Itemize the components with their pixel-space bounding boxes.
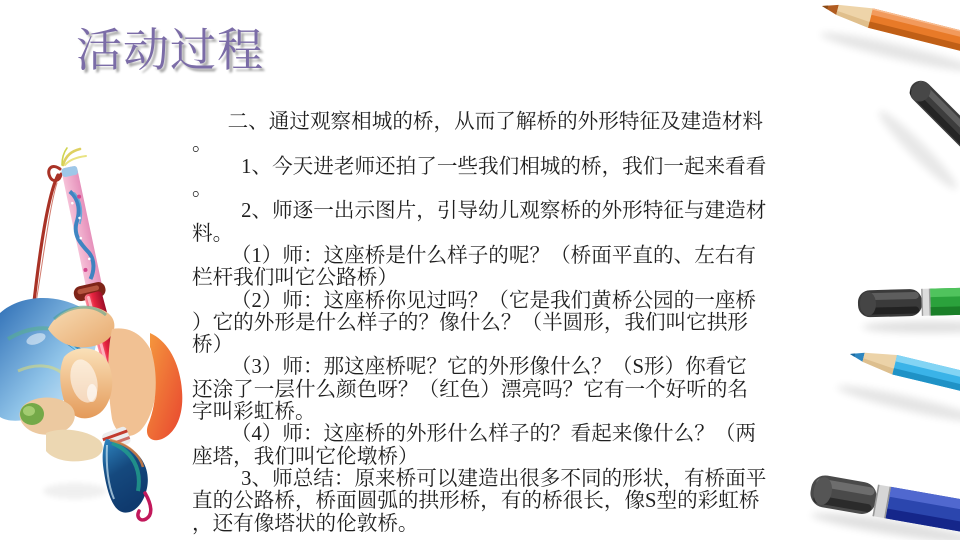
green-pencil-icon (858, 286, 960, 318)
brush-string (33, 167, 61, 311)
body-text-line: 1、今天进老师还拍了一些我们相城的桥，我们一起来看看 (200, 155, 767, 178)
hand-figure (0, 298, 182, 461)
brush-tassel (62, 148, 86, 165)
brush-bristles (103, 439, 151, 520)
body-text-line: （1）师：这座桥是什么样子的呢？（桥面平直的、左右有 (200, 244, 757, 267)
black-pencil-icon (905, 76, 960, 183)
body-text-line: （2）师：这座桥你见过吗？（它是我们黄桥公园的一座桥 (200, 289, 757, 312)
body-text-line: 栏杆我们叫它公路桥） (192, 267, 398, 290)
body-text-line: ，还有像塔状的伦敦桥。 (192, 512, 419, 535)
body-text-line: 还涂了一层什么颜色呀？（红色）漂亮吗？它有一个好听的名 (192, 378, 749, 401)
body-text-line: （3）师：那这座桥呢？它的外形像什么？（S形）你看它 (200, 356, 747, 379)
hand-shadow (43, 483, 107, 499)
body-text-line: 二、通过观察相城的桥，从而了解桥的外形特征及建造材料 (207, 111, 764, 133)
body-text-line: 料。 (192, 222, 234, 245)
orange-pencil-icon (820, 0, 960, 60)
sky-blue-pencil-icon (848, 344, 960, 406)
brush-handle (84, 290, 138, 432)
body-text-line: 座塔，我们叫它伦墩桥） (192, 445, 419, 468)
brush-ferrule (101, 426, 132, 452)
brush-upper-shaft (61, 165, 102, 290)
body-text-line: ）它的外形是什么样子的？像什么？（半圆形，我们叫它拱形 (192, 311, 749, 334)
body-text-line: （4）师：这座桥的外形什么样子的？看起来像什么？（两 (200, 423, 757, 446)
body-text-line: 桥） (192, 334, 234, 357)
body-text-line: 字叫彩虹桥。 (192, 401, 316, 424)
hand-holding-paintbrush-illustration (0, 143, 200, 540)
body-text-line: 2、师逐一出示图片，引导幼儿观察桥的外形特征与建造材 (200, 200, 767, 223)
body-text-line: 。 (192, 133, 213, 156)
body-text-block (192, 111, 767, 535)
body-text-line: 。 (192, 177, 213, 200)
colored-pencils-illustration (780, 0, 960, 540)
brush-collar (72, 281, 107, 303)
body-text-line: 3、师总结：原来桥可以建造出很多不同的形状，有桥面平 (200, 468, 767, 490)
dark-blue-pencil-icon (808, 473, 960, 538)
body-text-line: 直的公路桥，桥面圆弧的拱形桥，有的桥很长，像S型的彩虹桥 (192, 490, 760, 513)
page-title: 活动过程 (76, 25, 264, 76)
